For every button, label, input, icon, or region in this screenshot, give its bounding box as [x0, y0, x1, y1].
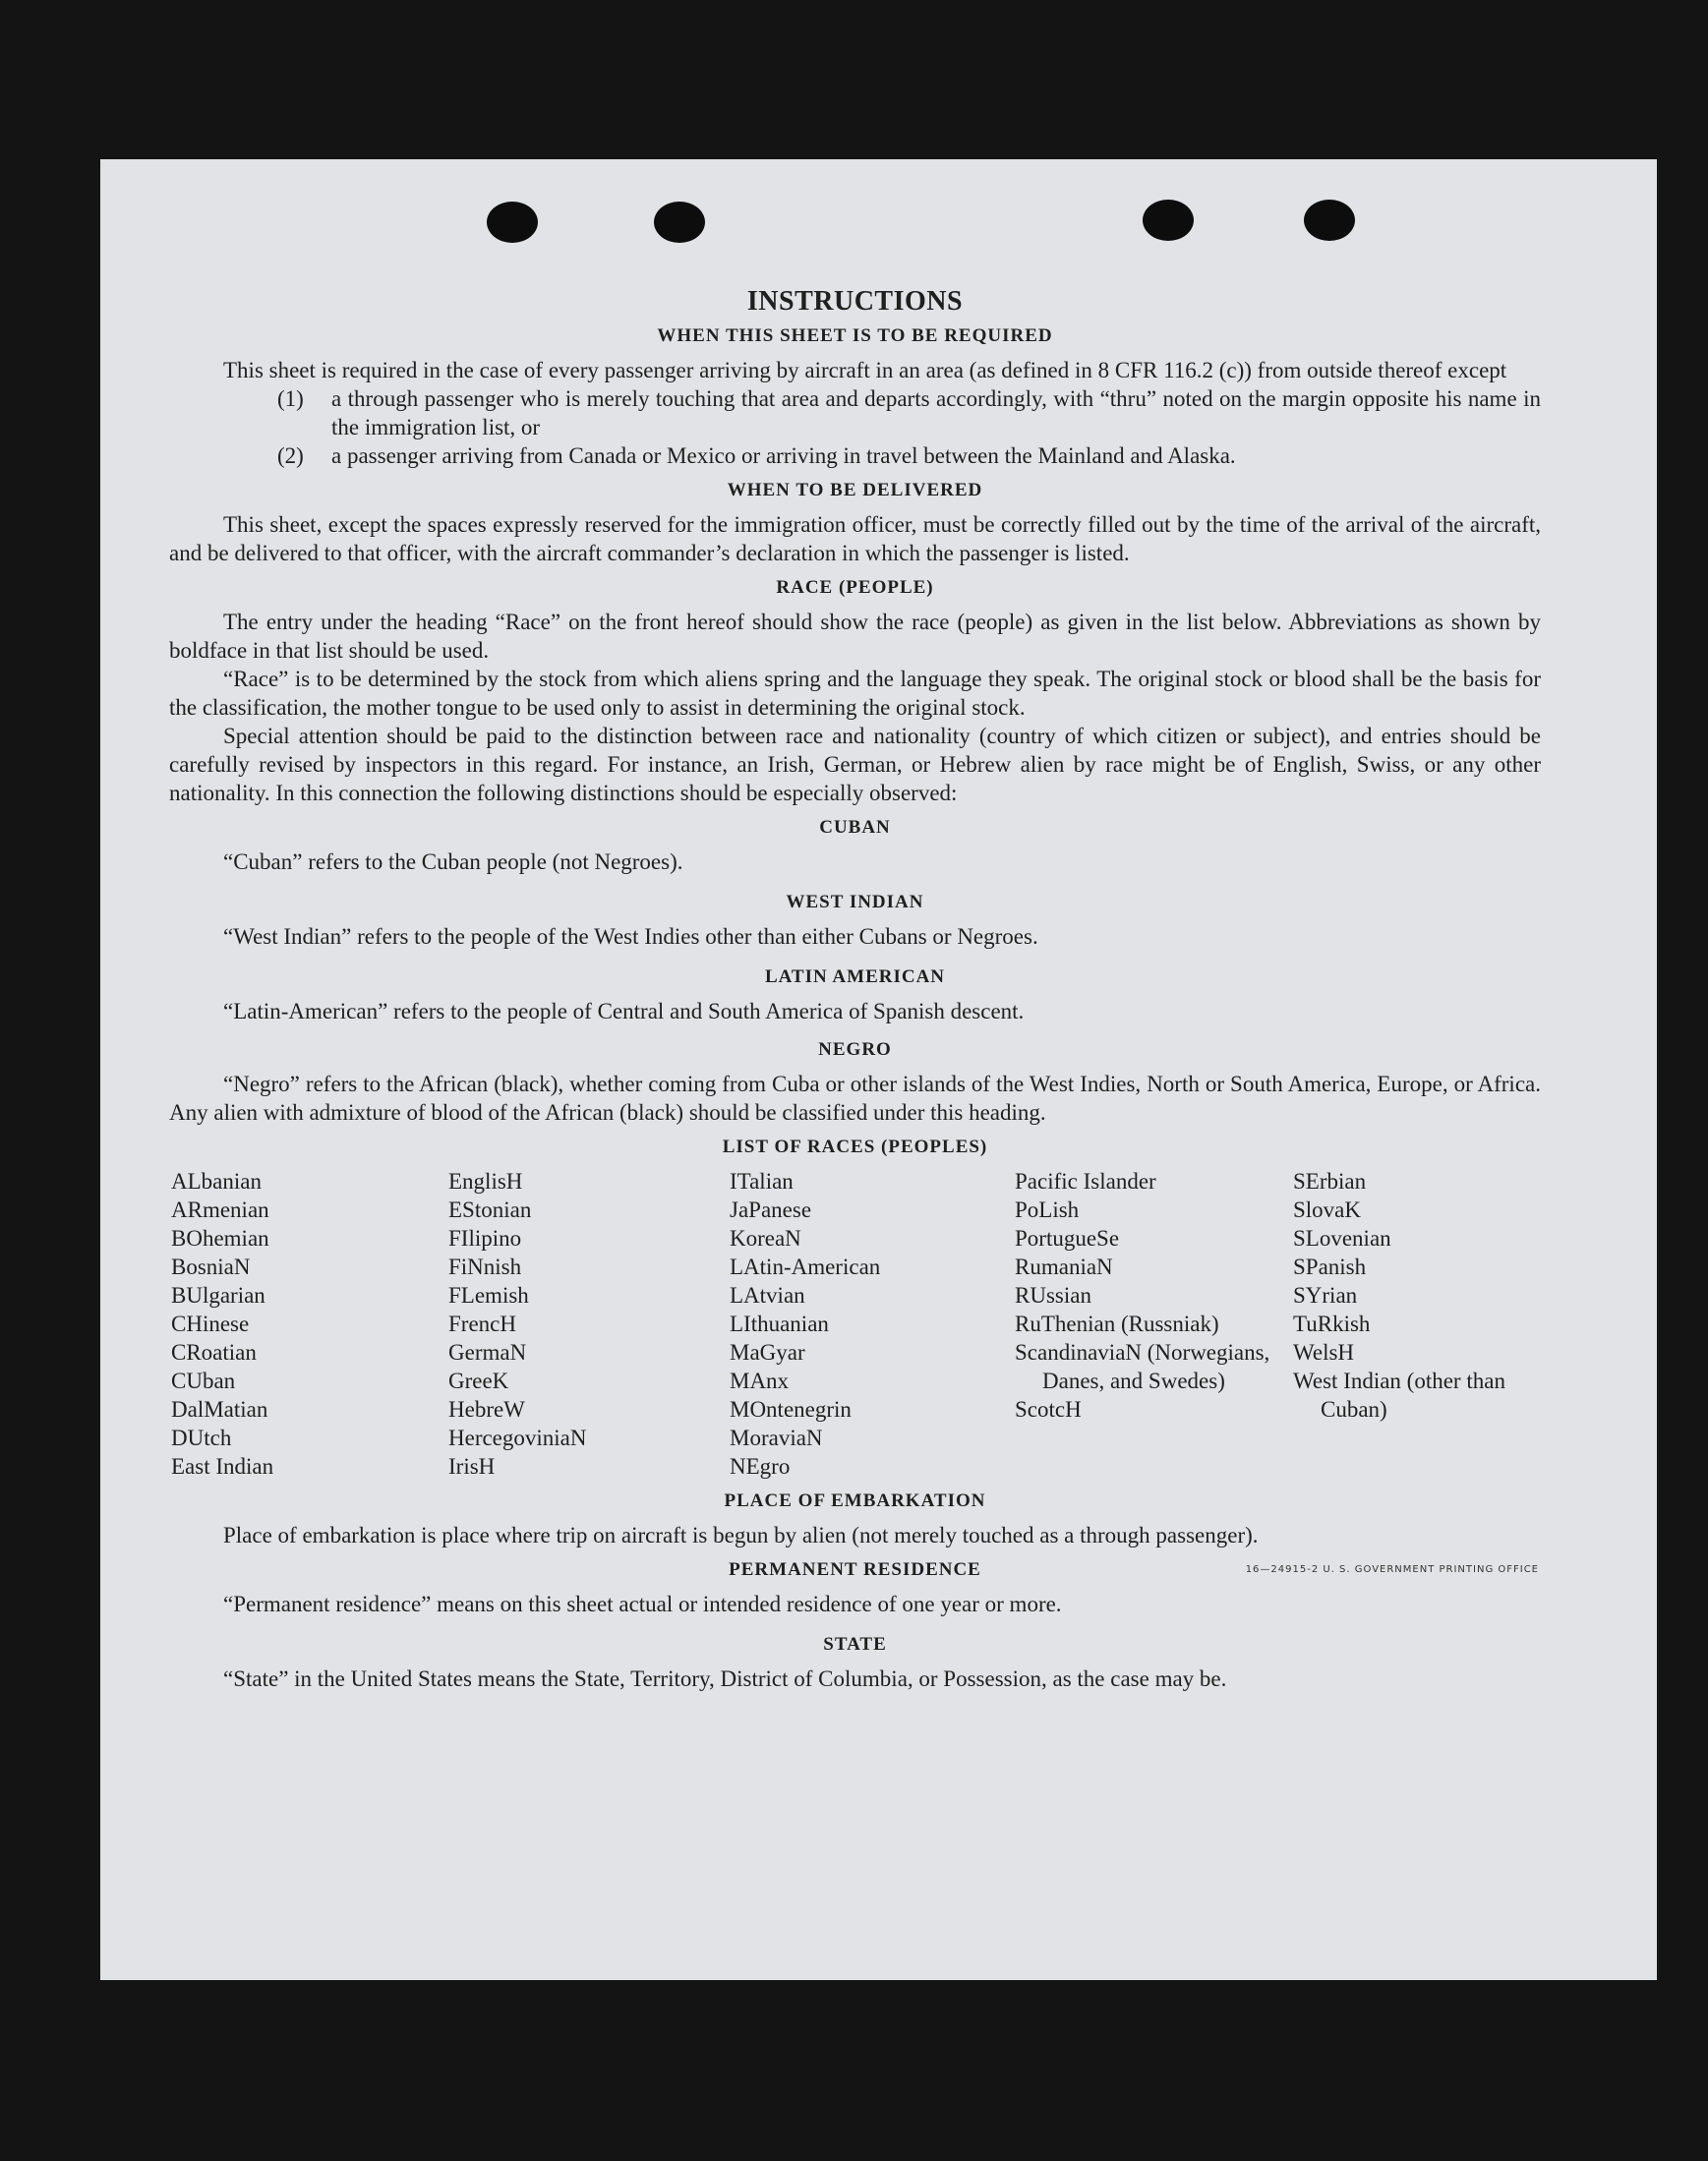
- race-entry: KoreaN: [730, 1226, 801, 1251]
- race-entry: ScandinaviaN (Norwegians, Danes, and Swedes): [1015, 1340, 1270, 1393]
- race-entry: PoLish: [1015, 1197, 1080, 1222]
- race-entry: DUtch: [171, 1426, 232, 1450]
- race-entry: LAtvian: [730, 1283, 805, 1308]
- state-text: “State” in the United States means the State, Territory, District of Columbia, or Possession, as the case may be.: [223, 1666, 1227, 1691]
- race-entry: HebreW: [448, 1397, 525, 1422]
- heading-negro: NEGRO: [818, 1039, 892, 1060]
- race-entry: MaGyar: [730, 1340, 805, 1365]
- race-entry: EnglisH: [448, 1169, 523, 1194]
- races-list: [171, 1167, 1541, 1481]
- heading-permanent-residence: PERMANENT RESIDENCE: [729, 1559, 981, 1580]
- race-entry: CUban: [171, 1369, 236, 1393]
- race-entry: RumaniaN: [1015, 1255, 1113, 1279]
- exception-text: a passenger arriving from Canada or Mexico or arriving in travel between the Mainland and Alaska.: [331, 443, 1236, 468]
- race-entry: DalMatian: [171, 1397, 268, 1422]
- race-entry: JaPanese: [730, 1197, 812, 1222]
- race-entry: MOntenegrin: [730, 1397, 852, 1422]
- race-paragraph-2: “Race” is to be determined by the stock from which aliens spring and the language they speak. The original stock or blood shall be the basis for the classification, the mother tongue to be used only to assist in determining the original stock.: [169, 667, 1541, 720]
- race-entry: BosniaN: [171, 1255, 251, 1279]
- heading-when-required: WHEN THIS SHEET IS TO BE REQUIRED: [657, 325, 1053, 346]
- punch-hole: [1304, 200, 1355, 241]
- document-page: [100, 159, 1657, 1980]
- race-entry: PortugueSe: [1015, 1226, 1120, 1251]
- west-indian-text: “West Indian” refers to the people of the West Indies other than either Cubans or Negroes.: [223, 924, 1038, 949]
- printer-imprint: 16—24915-2 U. S. GOVERNMENT PRINTING OFFICE: [1245, 1564, 1539, 1575]
- heading-state: STATE: [823, 1634, 887, 1655]
- race-entry: FLemish: [448, 1283, 529, 1308]
- heading-cuban: CUBAN: [819, 817, 891, 838]
- race-entry: IrisH: [448, 1454, 496, 1479]
- exception-item: [277, 384, 1541, 441]
- heading-embarkation: PLACE OF EMBARKATION: [724, 1490, 986, 1511]
- instructions-content: [169, 287, 1541, 1693]
- race-paragraph-3: Special attention should be paid to the distinction between race and nationality (country of which citizen or subject), and entries should be carefully revised by inspectors in this regard. For instance, an Irish, German, or Hebrew alien by race might be of English, Swiss, or any other nationality. In this connection the following distinctions should be especially observed:: [169, 724, 1541, 805]
- permanent-residence-text: “Permanent residence” means on this sheet actual or intended residence of one year or more.: [223, 1592, 1062, 1616]
- embarkation-text: Place of embarkation is place where trip on aircraft is begun by alien (not merely touched as a through passenger).: [223, 1523, 1259, 1548]
- race-entry: ScotcH: [1015, 1397, 1082, 1422]
- race-entry: ITalian: [730, 1169, 794, 1194]
- race-paragraph-1: The entry under the heading “Race” on the front hereof should show the race (people) as given in the list below. Abbreviations as shown by boldface in that list should be used.: [169, 610, 1541, 663]
- heading-list-of-races: LIST OF RACES (PEOPLES): [722, 1137, 988, 1157]
- latin-american-text: “Latin-American” refers to the people of Central and South America of Spanish descent.: [223, 999, 1025, 1023]
- race-entry: WelsH: [1293, 1340, 1355, 1365]
- race-entry: Pacific Islander: [1015, 1169, 1156, 1194]
- races-column: [730, 1167, 1015, 1481]
- race-entry: MAnx: [730, 1369, 790, 1393]
- heading-when-delivered: WHEN TO BE DELIVERED: [727, 480, 983, 500]
- race-entry: LIthuanian: [730, 1312, 829, 1336]
- race-entry: EStonian: [448, 1197, 532, 1222]
- race-entry: East Indian: [171, 1454, 274, 1479]
- races-column: [171, 1167, 448, 1481]
- heading-race: RACE (PEOPLE): [776, 577, 934, 598]
- punch-hole: [487, 202, 538, 243]
- exception-number: (1): [277, 386, 304, 411]
- exception-number: (2): [277, 443, 304, 468]
- race-entry: SErbian: [1293, 1169, 1367, 1194]
- races-column: [1293, 1167, 1543, 1481]
- race-entry: SYrian: [1293, 1283, 1358, 1308]
- race-entry: BUlgarian: [171, 1283, 265, 1308]
- race-entry: CHinese: [171, 1312, 250, 1336]
- race-entry: TuRkish: [1293, 1312, 1371, 1336]
- cuban-text: “Cuban” refers to the Cuban people (not Negroes).: [223, 849, 683, 874]
- race-entry: West Indian (other than Cuban): [1293, 1369, 1505, 1422]
- when-delivered-text: This sheet, except the spaces expressly reserved for the immigration officer, must be correctly filled out by the time of the arrival of the aircraft, and be delivered to that officer, with the aircraft commander’s declaration in which the passenger is listed.: [169, 512, 1541, 565]
- race-entry: NEgro: [730, 1454, 791, 1479]
- race-entry: SPanish: [1293, 1255, 1367, 1279]
- race-entry: FIlipino: [448, 1226, 522, 1251]
- heading-west-indian: WEST INDIAN: [786, 892, 924, 912]
- race-entry: ARmenian: [171, 1197, 269, 1222]
- exception-text: a through passenger who is merely touching that area and departs accordingly, with “thru” noted on the margin opposite his name in the immigration list, or: [331, 386, 1541, 439]
- race-entry: CRoatian: [171, 1340, 257, 1365]
- race-entry: RuThenian (Russniak): [1015, 1312, 1219, 1336]
- page-title: INSTRUCTIONS: [746, 286, 964, 317]
- race-entry: ALbanian: [171, 1169, 262, 1194]
- race-entry: MoraviaN: [730, 1426, 823, 1450]
- race-entry: LAtin-American: [730, 1255, 881, 1279]
- race-entry: FrencH: [448, 1312, 516, 1336]
- races-column: [1015, 1167, 1293, 1481]
- race-entry: RUssian: [1015, 1283, 1091, 1308]
- negro-text: “Negro” refers to the African (black), whether coming from Cuba or other islands of the West Indies, North or South America, Europe, or Africa. Any alien with admixture of blood of the African (black) should be classified under this heading.: [169, 1072, 1541, 1125]
- race-entry: FiNnish: [448, 1255, 522, 1279]
- race-entry: SLovenian: [1293, 1226, 1391, 1251]
- race-entry: SlovaK: [1293, 1197, 1361, 1222]
- race-entry: GreeK: [448, 1369, 509, 1393]
- heading-latin-american: LATIN AMERICAN: [764, 966, 946, 987]
- race-entry: BOhemian: [171, 1226, 269, 1251]
- punch-hole: [654, 202, 705, 243]
- race-entry: GermaN: [448, 1340, 527, 1365]
- when-required-text: This sheet is required in the case of every passenger arriving by aircraft in an area (as defined in 8 CFR 116.2 (c)) from outside thereof except: [223, 358, 1507, 382]
- race-entry: HercegoviniaN: [448, 1426, 587, 1450]
- punch-hole: [1143, 200, 1194, 241]
- exception-item: [277, 441, 1541, 470]
- races-column: [448, 1167, 730, 1481]
